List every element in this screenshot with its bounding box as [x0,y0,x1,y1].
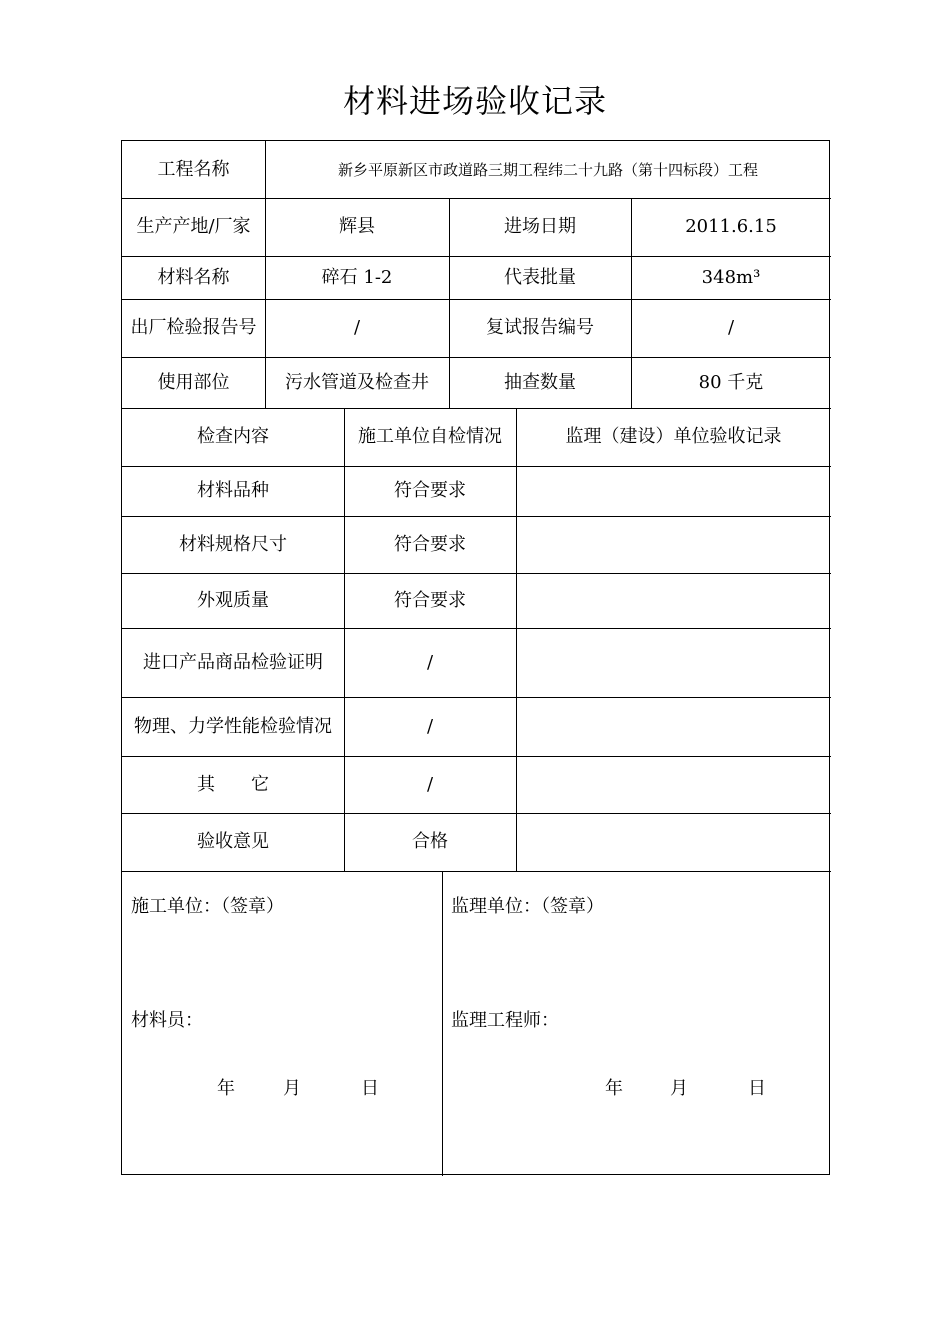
sample-label: 抽查数量 [504,371,576,393]
contractor-month: 月 [283,1078,301,1099]
contractor-day: 日 [361,1078,379,1099]
column-divider [442,871,443,1176]
factory-report-value: / [353,317,361,338]
col-supervision-header: 监理（建设）单位验收记录 [565,426,782,447]
supervisor-day: 日 [748,1078,766,1099]
acceptance-form [121,140,830,1175]
inspection-item: 外观质量 [197,589,269,611]
inspection-record [516,466,831,516]
material-clerk-label: 材料员： [131,1010,203,1031]
project-name-value: 新乡平原新区市政道路三期工程纬二十九路（第十四标段）工程 [337,160,758,179]
batch-value: 348m³ [701,266,761,288]
contractor-year: 年 [217,1078,235,1099]
inspection-result: 符合要求 [394,480,466,501]
origin-value: 辉县 [339,216,375,237]
inspection-result: / [426,651,434,673]
supervising-engineer-label: 监理工程师： [451,1010,559,1031]
inspection-item: 物理、力学性能检验情况 [134,715,332,737]
inspection-result: 符合要求 [394,533,466,555]
inspection-item: 验收意见 [197,831,269,852]
inspection-item: 其 它 [197,773,269,795]
factory-report-label: 出厂检验报告号 [130,317,257,338]
inspection-item: 材料品种 [197,480,269,501]
material-name-value: 碎石 1-2 [321,266,393,288]
inspection-record [516,628,831,697]
inspection-result: / [426,773,434,795]
supervisor-seal-label: 监理单位：（签章） [451,896,604,917]
col-content-header: 检查内容 [197,426,269,447]
material-name-label: 材料名称 [157,266,230,288]
inspection-result: 符合要求 [394,589,466,611]
retest-report-label: 复试报告编号 [486,317,594,338]
col-self-check-header: 施工单位自检情况 [358,426,502,447]
page-title: 材料进场验收记录 [342,82,607,120]
inspection-item: 进口产品商品检验证明 [143,651,323,673]
retest-report-value: / [727,317,735,338]
supervisor-month: 月 [670,1078,688,1099]
batch-label: 代表批量 [504,266,576,288]
usage-value: 污水管道及检查井 [285,371,429,393]
origin-label: 生产产地/厂家 [136,216,251,237]
inspection-record [516,573,831,628]
contractor-seal-label: 施工单位：（签章） [131,896,284,917]
inspection-record [516,697,831,756]
usage-label: 使用部位 [157,371,230,393]
inspection-record [516,516,831,573]
entry-date-value: 2011.6.15 [685,216,777,237]
entry-date-label: 进场日期 [504,216,576,237]
inspection-record [516,756,831,813]
inspection-item: 材料规格尺寸 [179,533,287,555]
row-divider [122,871,831,872]
inspection-result: 合格 [412,831,448,852]
sample-value: 80 千克 [698,371,764,393]
project-name-label: 工程名称 [157,158,230,180]
supervisor-year: 年 [605,1078,623,1099]
inspection-result: / [426,715,434,737]
inspection-record [516,813,831,871]
